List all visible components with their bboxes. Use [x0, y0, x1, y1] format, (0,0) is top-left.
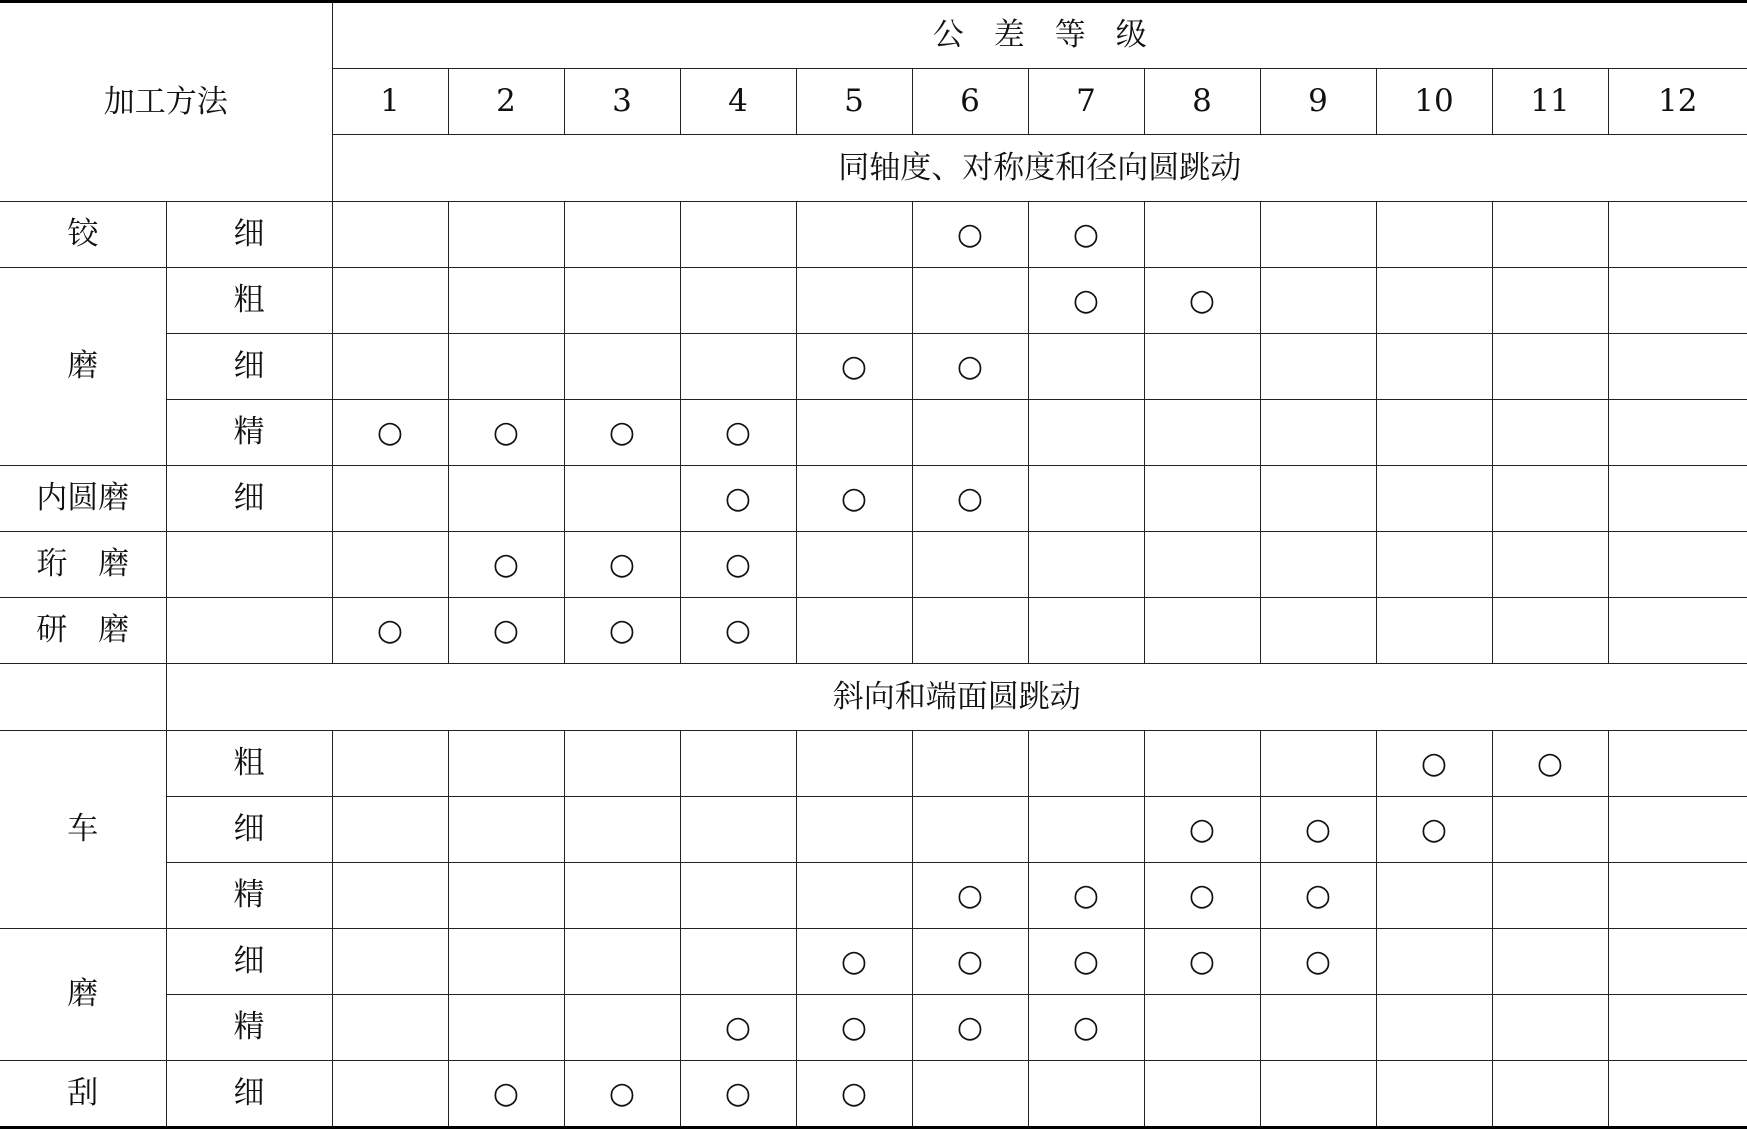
grade-cell [1608, 863, 1747, 929]
grade-mark: ○ [796, 334, 912, 400]
grade-cell [332, 1061, 448, 1128]
grade-cell [1608, 797, 1747, 863]
grade-cell [680, 797, 796, 863]
grade-cell [564, 202, 680, 268]
grade-cell [680, 202, 796, 268]
table-row [0, 334, 1747, 400]
grade-cell [1376, 1061, 1492, 1128]
grade-cell [912, 598, 1028, 664]
grade-header-cell: 3 [564, 69, 680, 135]
level-cell: 粗 [166, 268, 332, 334]
grade-mark: ○ [1492, 731, 1608, 797]
grade-cell [1260, 268, 1376, 334]
grade-cell [1028, 334, 1144, 400]
section-title: 同轴度、对称度和径向圆跳动 [332, 135, 1747, 202]
grade-cell [1608, 929, 1747, 995]
grade-mark: ○ [1144, 929, 1260, 995]
grade-cell [912, 1061, 1028, 1128]
grade-mark: ○ [796, 1061, 912, 1128]
grade-header-cell: 1 [332, 69, 448, 135]
grade-mark: ○ [1260, 929, 1376, 995]
grade-cell [1144, 1061, 1260, 1128]
grade-mark: ○ [564, 1061, 680, 1128]
table-row [0, 466, 1747, 532]
grade-mark: ○ [1144, 268, 1260, 334]
grade-cell [448, 731, 564, 797]
grade-mark: ○ [564, 598, 680, 664]
grade-cell [1376, 995, 1492, 1061]
level-cell: 精 [166, 995, 332, 1061]
grade-header-cell: 6 [912, 69, 1028, 135]
grade-cell [796, 863, 912, 929]
grade-cell [1608, 995, 1747, 1061]
grade-mark: ○ [680, 598, 796, 664]
method-cell: 磨 [0, 268, 166, 466]
grade-mark: ○ [1028, 995, 1144, 1061]
grade-cell [1028, 400, 1144, 466]
table-row [0, 400, 1747, 466]
grade-header-cell: 4 [680, 69, 796, 135]
grade-cell [1144, 995, 1260, 1061]
grade-mark: ○ [912, 929, 1028, 995]
grade-title: 公差等级 [332, 2, 1747, 69]
grade-cell [680, 863, 796, 929]
grade-cell [1144, 202, 1260, 268]
grade-cell [1260, 334, 1376, 400]
grade-cell [1376, 268, 1492, 334]
grade-mark: ○ [796, 929, 912, 995]
grade-cell [1492, 863, 1608, 929]
grade-cell [796, 532, 912, 598]
grade-mark: ○ [1144, 797, 1260, 863]
grade-cell [1260, 466, 1376, 532]
grade-header-cell: 7 [1028, 69, 1144, 135]
section-title: 斜向和端面圆跳动 [166, 664, 1747, 731]
grade-cell [1376, 598, 1492, 664]
grade-cell [448, 863, 564, 929]
grade-cell [564, 466, 680, 532]
grade-cell [332, 995, 448, 1061]
grade-cell [1028, 598, 1144, 664]
grade-cell [1376, 466, 1492, 532]
grade-cell [1492, 400, 1608, 466]
grade-cell [332, 532, 448, 598]
grade-cell [796, 202, 912, 268]
grade-cell [1608, 1061, 1747, 1128]
grade-mark: ○ [1376, 731, 1492, 797]
level-cell: 细 [166, 202, 332, 268]
grade-cell [1144, 598, 1260, 664]
grade-cell [1492, 202, 1608, 268]
grade-cell [1260, 598, 1376, 664]
grade-mark: ○ [564, 532, 680, 598]
grade-header-cell: 11 [1492, 69, 1608, 135]
grade-cell [1608, 532, 1747, 598]
grade-cell [1492, 995, 1608, 1061]
header-row-title [0, 2, 1747, 69]
grade-cell [448, 334, 564, 400]
grade-cell [796, 731, 912, 797]
grade-mark: ○ [680, 1061, 796, 1128]
table-row [0, 598, 1747, 664]
grade-cell [332, 334, 448, 400]
grade-cell [1608, 268, 1747, 334]
grade-cell [796, 268, 912, 334]
grade-header-cell: 10 [1376, 69, 1492, 135]
method-cell: 内圆磨 [0, 466, 166, 532]
grade-mark: ○ [1144, 863, 1260, 929]
grade-cell [1260, 1061, 1376, 1128]
grade-cell [1608, 731, 1747, 797]
grade-cell [1492, 598, 1608, 664]
grade-header-cell: 2 [448, 69, 564, 135]
grade-mark: ○ [680, 466, 796, 532]
table-row [0, 1061, 1747, 1128]
method-header: 加工方法 [0, 2, 332, 202]
grade-cell [332, 202, 448, 268]
grade-cell [1492, 929, 1608, 995]
grade-cell [1608, 598, 1747, 664]
grade-mark: ○ [680, 995, 796, 1061]
grade-cell [332, 929, 448, 995]
grade-cell [680, 929, 796, 995]
grade-cell [1492, 797, 1608, 863]
grade-cell [796, 598, 912, 664]
grade-cell [1608, 400, 1747, 466]
grade-mark: ○ [448, 1061, 564, 1128]
grade-cell [448, 929, 564, 995]
level-cell: 精 [166, 400, 332, 466]
grade-cell [1608, 466, 1747, 532]
grade-mark: ○ [448, 532, 564, 598]
grade-mark: ○ [796, 466, 912, 532]
grade-cell [912, 400, 1028, 466]
grade-mark: ○ [564, 400, 680, 466]
grade-cell [1492, 1061, 1608, 1128]
grade-cell [1376, 929, 1492, 995]
method-cell: 研 磨 [0, 598, 166, 664]
grade-cell [448, 202, 564, 268]
grade-cell [1376, 400, 1492, 466]
table-row [0, 929, 1747, 995]
grade-cell [1492, 532, 1608, 598]
grade-mark: ○ [1028, 268, 1144, 334]
grade-cell [1492, 466, 1608, 532]
level-cell [166, 532, 332, 598]
grade-header-cell: 8 [1144, 69, 1260, 135]
grade-cell [912, 268, 1028, 334]
grade-mark: ○ [1028, 863, 1144, 929]
level-cell [166, 598, 332, 664]
method-cell: 珩 磨 [0, 532, 166, 598]
method-cell: 车 [0, 731, 166, 929]
grade-cell [564, 929, 680, 995]
level-cell: 细 [166, 797, 332, 863]
grade-cell [680, 731, 796, 797]
section-title-row [0, 664, 1747, 731]
grade-mark: ○ [680, 400, 796, 466]
grade-cell [564, 797, 680, 863]
grade-cell [1376, 863, 1492, 929]
grade-mark: ○ [1376, 797, 1492, 863]
grade-cell [1028, 532, 1144, 598]
table-row [0, 532, 1747, 598]
grade-mark: ○ [1028, 202, 1144, 268]
grade-mark: ○ [912, 334, 1028, 400]
grade-header-cell: 9 [1260, 69, 1376, 135]
grade-mark: ○ [1260, 797, 1376, 863]
method-cell: 铰 [0, 202, 166, 268]
grade-cell [680, 334, 796, 400]
grade-cell [796, 400, 912, 466]
grade-cell [1260, 202, 1376, 268]
level-cell: 细 [166, 929, 332, 995]
grade-cell [1260, 731, 1376, 797]
grade-cell [1376, 532, 1492, 598]
grade-mark: ○ [332, 598, 448, 664]
grade-cell [1144, 532, 1260, 598]
grade-cell [332, 466, 448, 532]
level-cell: 细 [166, 334, 332, 400]
grade-mark: ○ [912, 466, 1028, 532]
grade-cell [1260, 532, 1376, 598]
grade-mark: ○ [912, 863, 1028, 929]
grade-cell [796, 797, 912, 863]
grade-mark: ○ [680, 532, 796, 598]
grade-cell [332, 268, 448, 334]
table-row [0, 863, 1747, 929]
table-row [0, 797, 1747, 863]
grade-mark: ○ [448, 400, 564, 466]
grade-cell [564, 995, 680, 1061]
grade-cell [1260, 400, 1376, 466]
grade-cell [912, 797, 1028, 863]
grade-cell [680, 268, 796, 334]
grade-mark: ○ [332, 400, 448, 466]
grade-cell [1144, 334, 1260, 400]
level-cell: 粗 [166, 731, 332, 797]
grade-cell [1144, 466, 1260, 532]
grade-cell [564, 863, 680, 929]
grade-mark: ○ [912, 202, 1028, 268]
grade-cell [1608, 334, 1747, 400]
grade-mark: ○ [1028, 929, 1144, 995]
grade-mark: ○ [448, 598, 564, 664]
grade-cell [1144, 731, 1260, 797]
grade-header-cell: 12 [1608, 69, 1747, 135]
level-cell: 细 [166, 466, 332, 532]
grade-cell [1260, 995, 1376, 1061]
grade-mark: ○ [912, 995, 1028, 1061]
grade-cell [1608, 202, 1747, 268]
grade-cell [448, 466, 564, 532]
grade-cell [912, 532, 1028, 598]
grade-cell [1028, 797, 1144, 863]
grade-cell [1028, 731, 1144, 797]
grade-mark: ○ [1260, 863, 1376, 929]
grade-cell [332, 863, 448, 929]
table-row [0, 202, 1747, 268]
grade-cell [912, 731, 1028, 797]
grade-cell [448, 995, 564, 1061]
grade-mark: ○ [796, 995, 912, 1061]
table-row [0, 731, 1747, 797]
grade-cell [1028, 1061, 1144, 1128]
grade-cell [448, 797, 564, 863]
method-cell: 刮 [0, 1061, 166, 1128]
table-row [0, 995, 1747, 1061]
grade-cell [564, 334, 680, 400]
grade-cell [1376, 334, 1492, 400]
grade-cell [564, 731, 680, 797]
grade-cell [332, 731, 448, 797]
table-row [0, 268, 1747, 334]
grade-cell [332, 797, 448, 863]
grade-cell [1028, 466, 1144, 532]
grade-cell [1144, 400, 1260, 466]
grade-cell [564, 268, 680, 334]
grade-cell [448, 268, 564, 334]
grade-cell [1492, 334, 1608, 400]
method-cell: 磨 [0, 929, 166, 1061]
grade-cell [1492, 268, 1608, 334]
level-cell: 细 [166, 1061, 332, 1128]
level-cell: 精 [166, 863, 332, 929]
grade-header-cell: 5 [796, 69, 912, 135]
table-body [0, 2, 1747, 1128]
grade-cell [1376, 202, 1492, 268]
section-title-blank-cell [0, 664, 166, 731]
